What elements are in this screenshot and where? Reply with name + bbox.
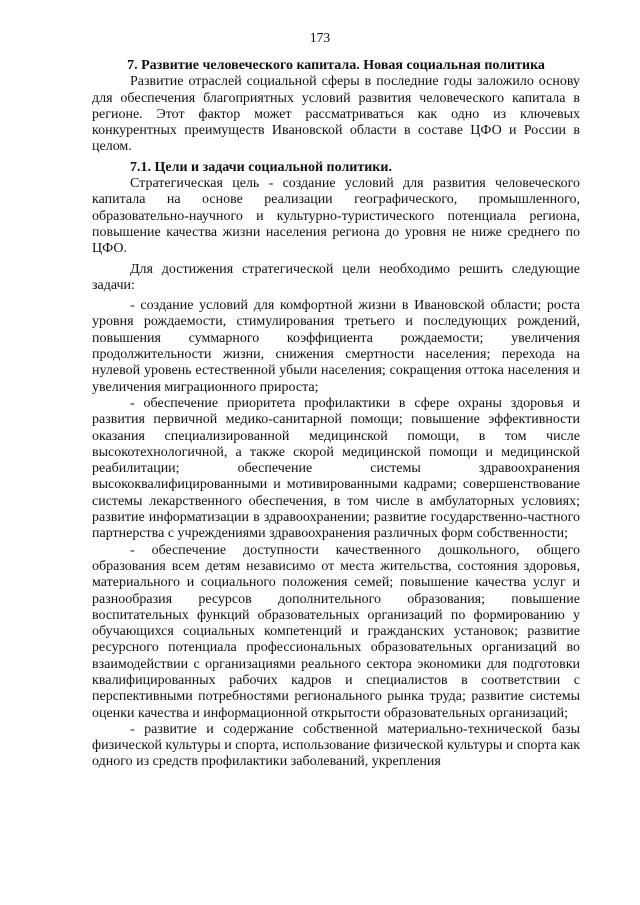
document-body bbox=[92, 58, 580, 771]
task-item-demography: - создание условий для комфортной жизни в Ивановской области; роста уровня рождаемости, стимулирования третьего и последующих рождений, повышения суммарного коэффициента рождаемости; увеличения продолжительности жизни, снижения смертности населения; перехода на нулевой уровень естественной убыли населения; сокращения оттока населения и увеличения миграционного прироста; bbox=[92, 298, 580, 395]
section-intro-paragraph: Развитие отраслей социальной сферы в последние годы заложило основу для обеспечения благоприятных условий развития человеческого капитала в регионе. Этот фактор может рассматриваться как одно из ключевых конкурентных преимуществ Ивановской области в составе ЦФО и России в целом. bbox=[92, 74, 580, 155]
page-number: 173 bbox=[309, 30, 331, 45]
task-item-education: - обеспечение доступности качественного дошкольного, общего образования всем детям независимо от места жительства, состояния здоровья, материального и социального положения семей; повышение качества услуг и разнообразия ресурсов дополнительного образования; повышение воспитательных функций образовательных организаций по формированию у обучающихся социальных компетенций и гражданских установок; развитие ресурсного потенциала профессиональных образовательных организаций во взаимодействии с организациями реального сектора экономики для подготовки квалифицированных рабочих кадров и специалистов в соответствии с перспективными потребностями регионального рынка труда; развитие системы оценки качества и информационной открытости образовательных организаций; bbox=[92, 542, 580, 721]
subsection-heading: 7.1. Цели и задачи социальной политики. bbox=[130, 159, 392, 175]
task-item-sport: - развитие и содержание собственной материально-технической базы физической культуры и спорта, использование физической культуры и спорта как одного из средств профилактики заболеваний, укрепления bbox=[92, 721, 580, 770]
tasks-intro-paragraph: Для достижения стратегической цели необходимо решить следующие задачи: bbox=[92, 261, 580, 293]
section-heading: 7. Развитие человеческого капитала. Новая социальная политика bbox=[127, 58, 545, 73]
task-item-healthcare: - обеспечение приоритета профилактики в сфере охраны здоровья и развития первичной медико-санитарной помощи; повышение эффективности оказания специализированной медицинской помощи, в том числе высокотехнологичной, а также скорой медицинской помощи и медицинской реабилитации; обеспечение системы здравоохранения высококвалифицированными и мотивированными кадрами; совершенствование системы лекарственного обеспечения, в том числе в амбулаторных условиях; развитие информатизации в здравоохранении; развитие государственно-частного партнерства с учреждениями здравоохранения различных форм собственности; bbox=[92, 395, 580, 542]
strategic-goal-paragraph: Стратегическая цель - создание условий для развития человеческого капитала на основе реализации географического, промышленного, образовательно-научного и культурно-туристического потенциала региона, повышение качества жизни населения региона до уровня не ниже среднего по ЦФО. bbox=[92, 176, 580, 257]
